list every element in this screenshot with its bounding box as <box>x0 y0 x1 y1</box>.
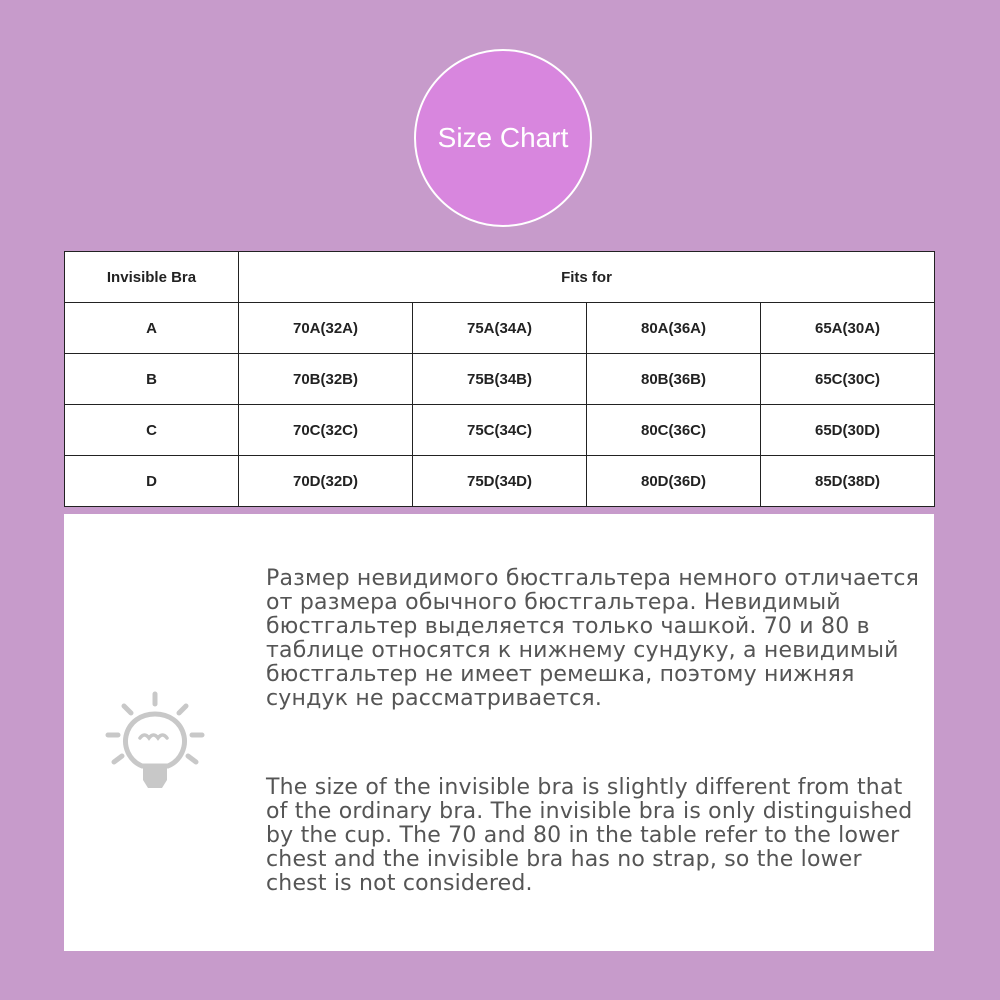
table-cell: 70C(32C) <box>239 405 413 456</box>
table-cell: 80C(36C) <box>587 405 761 456</box>
table-cell: 75C(34C) <box>413 405 587 456</box>
table-cell: 65C(30C) <box>761 354 935 405</box>
header-fits-for: Fits for <box>239 252 935 303</box>
lightbulb-icon <box>100 690 210 800</box>
table-header-row <box>65 252 935 303</box>
table-cell: 80D(36D) <box>587 456 761 507</box>
table-cell: 70A(32A) <box>239 303 413 354</box>
size-table <box>64 251 935 507</box>
table-row <box>65 354 935 405</box>
row-label: C <box>65 405 239 456</box>
row-label: D <box>65 456 239 507</box>
note-russian: Размер невидимого бюстгальтера немного отличается от размера обычного бюстгальтера. Невидимый бюстгальтер выделяется только чашкой. 70 и 80 в таблице относятся к нижнему сундуку, а невидимый бюстгальтер не имеет ремешка, поэтому нижняя сундук не рассматривается. <box>266 566 920 711</box>
table-row <box>65 303 935 354</box>
size-chart-badge <box>414 49 592 227</box>
table-cell: 80A(36A) <box>587 303 761 354</box>
row-label: A <box>65 303 239 354</box>
table-row <box>65 405 935 456</box>
table-cell: 70D(32D) <box>239 456 413 507</box>
table-cell: 75A(34A) <box>413 303 587 354</box>
header-invisible-bra: Invisible Bra <box>65 252 239 303</box>
table-cell: 80B(36B) <box>587 354 761 405</box>
page-title: Size Chart <box>437 122 569 153</box>
row-label: B <box>65 354 239 405</box>
note-english: The size of the invisible bra is slightly different from that of the ordinary bra. The invisible bra is only distinguished by the cup. The 70 and 80 in the table refer to the lower chest and the invisible bra has no strap, so the lower chest is not considered. <box>266 775 913 896</box>
table-cell: 70B(32B) <box>239 354 413 405</box>
table-cell: 75D(34D) <box>413 456 587 507</box>
table-cell: 65D(30D) <box>761 405 935 456</box>
table-cell: 75B(34B) <box>413 354 587 405</box>
table-cell: 85D(38D) <box>761 456 935 507</box>
table-row <box>65 456 935 507</box>
table-cell: 65A(30A) <box>761 303 935 354</box>
